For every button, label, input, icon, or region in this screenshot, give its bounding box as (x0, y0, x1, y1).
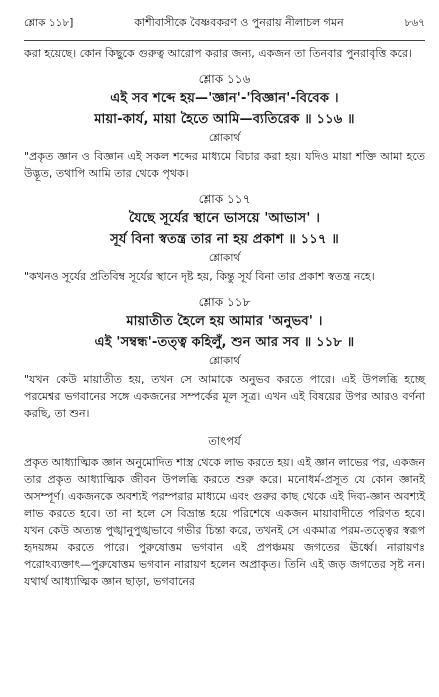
translation-heading: শ্লোকার্থ (208, 355, 241, 367)
purport-text: প্রকৃত আধ্যাত্মিক জ্ঞান অনুমোদিত শাস্ত্র থেকে লাভ করতে হয়। এই জ্ঞান লাভের পর, একজন তার প্রকৃত আধ্যাত্মিক জীবন উপলব্ধি করতে শুরু করে। মনোধর্ম-প্রসূত যে কোন জ্ঞানই অসম্পূর্ণ। একজনকে অবশ্যই পরম্পরার মাধ্যমে এবং গুরুর কাছ থেকে এই দিব্য-জ্ঞান অবশ্যই লাভ করতে হবে। তা না হলে সে বিভ্রান্ত হয়ে পরিশেষে একজন মায়াবাদীতে পরিণত হবে। যখন কেউ অত্যন্ত পুঙ্খানুপুঙ্খভাবে গভীর চিন্তা করে, তখনই সে একমাত্র পরম-তত্ত্বের স্বরূপ হৃদয়ঙ্গম করতে পারে। পুরুষোত্তম ভগবান এই প্রপঞ্চময় জগতের ঊর্ধ্বে। নারায়ণঃ পরোঽব্যক্তাৎ—পুরুষোত্তম ভগবান নারায়ণ হলেন অপ্রাকৃত। তিনি এই জড় জগতের সৃষ্ট নন। যথার্থ আধ্যাত্মিক জ্ঞান ছাড়া, ভগবানের (24, 456, 425, 588)
translation-text: "যখন কেউ মায়াতীত হয়, তখন সে আমাকে অনুভব করতে পারে। এই উপলব্ধি হচ্ছে পরমেশ্বর ভগবানের সঙ্গে একজনের সম্পর্কের মূল সূত্র। এখন এই বিষয়ের উপর আরও বর্ণনা করছি, তা শুন। (24, 373, 425, 420)
sloka-heading: শ্লোক ১১৬ (198, 72, 251, 86)
sloka-118 (24, 293, 425, 422)
verse-line: মায়া-কার্য, মায়া হৈতে আমি—ব্যতিরেক ॥ ১১৬ ॥ (94, 112, 355, 127)
page-number: ৮৬৭ (404, 17, 425, 29)
sloka-116 (24, 70, 425, 182)
verse-line: যৈছে সূর্যের স্থানে ভাসয়ে 'আভাস' । (128, 211, 321, 226)
page-header (24, 0, 425, 41)
verse-line: এই 'সম্বন্ধ'-তত্ত্ব কহিলুঁ, শুন আর সব ॥ ১১৮ ॥ (94, 335, 355, 350)
verse-line: মায়াতীত হৈলে হয় আমার 'অনুভব' । (126, 314, 323, 329)
purport-heading: তাৎপর্য (208, 434, 241, 448)
purport-section (24, 432, 425, 590)
verse-line: এই সব শব্দে হয়—'জ্ঞান'-'বিজ্ঞান'-বিবেক । (110, 91, 339, 106)
translation-text: "কখনও সূর্যের প্রতিবিম্ব সূর্যের স্থানে দৃষ্ট হয়, কিন্তু সূর্য বিনা তার প্রকাশ স্বতন্ত্র নহে। (24, 270, 375, 283)
sloka-117 (24, 190, 425, 285)
sloka-heading: শ্লোক ১১৭ (198, 192, 251, 206)
sloka-heading: শ্লোক ১১৮ (198, 295, 251, 309)
intro-paragraph: করা হয়েছে। কোন কিছুকে গুরুত্ব আরোপ করার জন্য, একজন তা তিনবার পুনরাবৃত্তি করে। (24, 47, 412, 60)
header-chapter-title: কাশীবাসীকে বৈষ্ণবকরণ ও পুনরায় নীলাচল গমন (134, 16, 344, 29)
translation-heading: শ্লোকার্থ (208, 132, 241, 144)
translation-text: "প্রকৃত জ্ঞান ও বিজ্ঞান এই সকল শব্দের মাধ্যমে বিচার করা হয়। যদিও মায়া শক্তি আমা হতে উদ্ভূত, তথাপি আমি তার থেকে পৃথক। (24, 150, 425, 180)
translation-heading: শ্লোকার্থ (208, 252, 241, 264)
header-verse-ref: শ্লোক ১১৮] (24, 17, 74, 29)
verse-line: সূর্য বিনা স্বতন্ত্র তার না হয় প্রকাশ ॥ ১১৭ ॥ (110, 232, 339, 247)
